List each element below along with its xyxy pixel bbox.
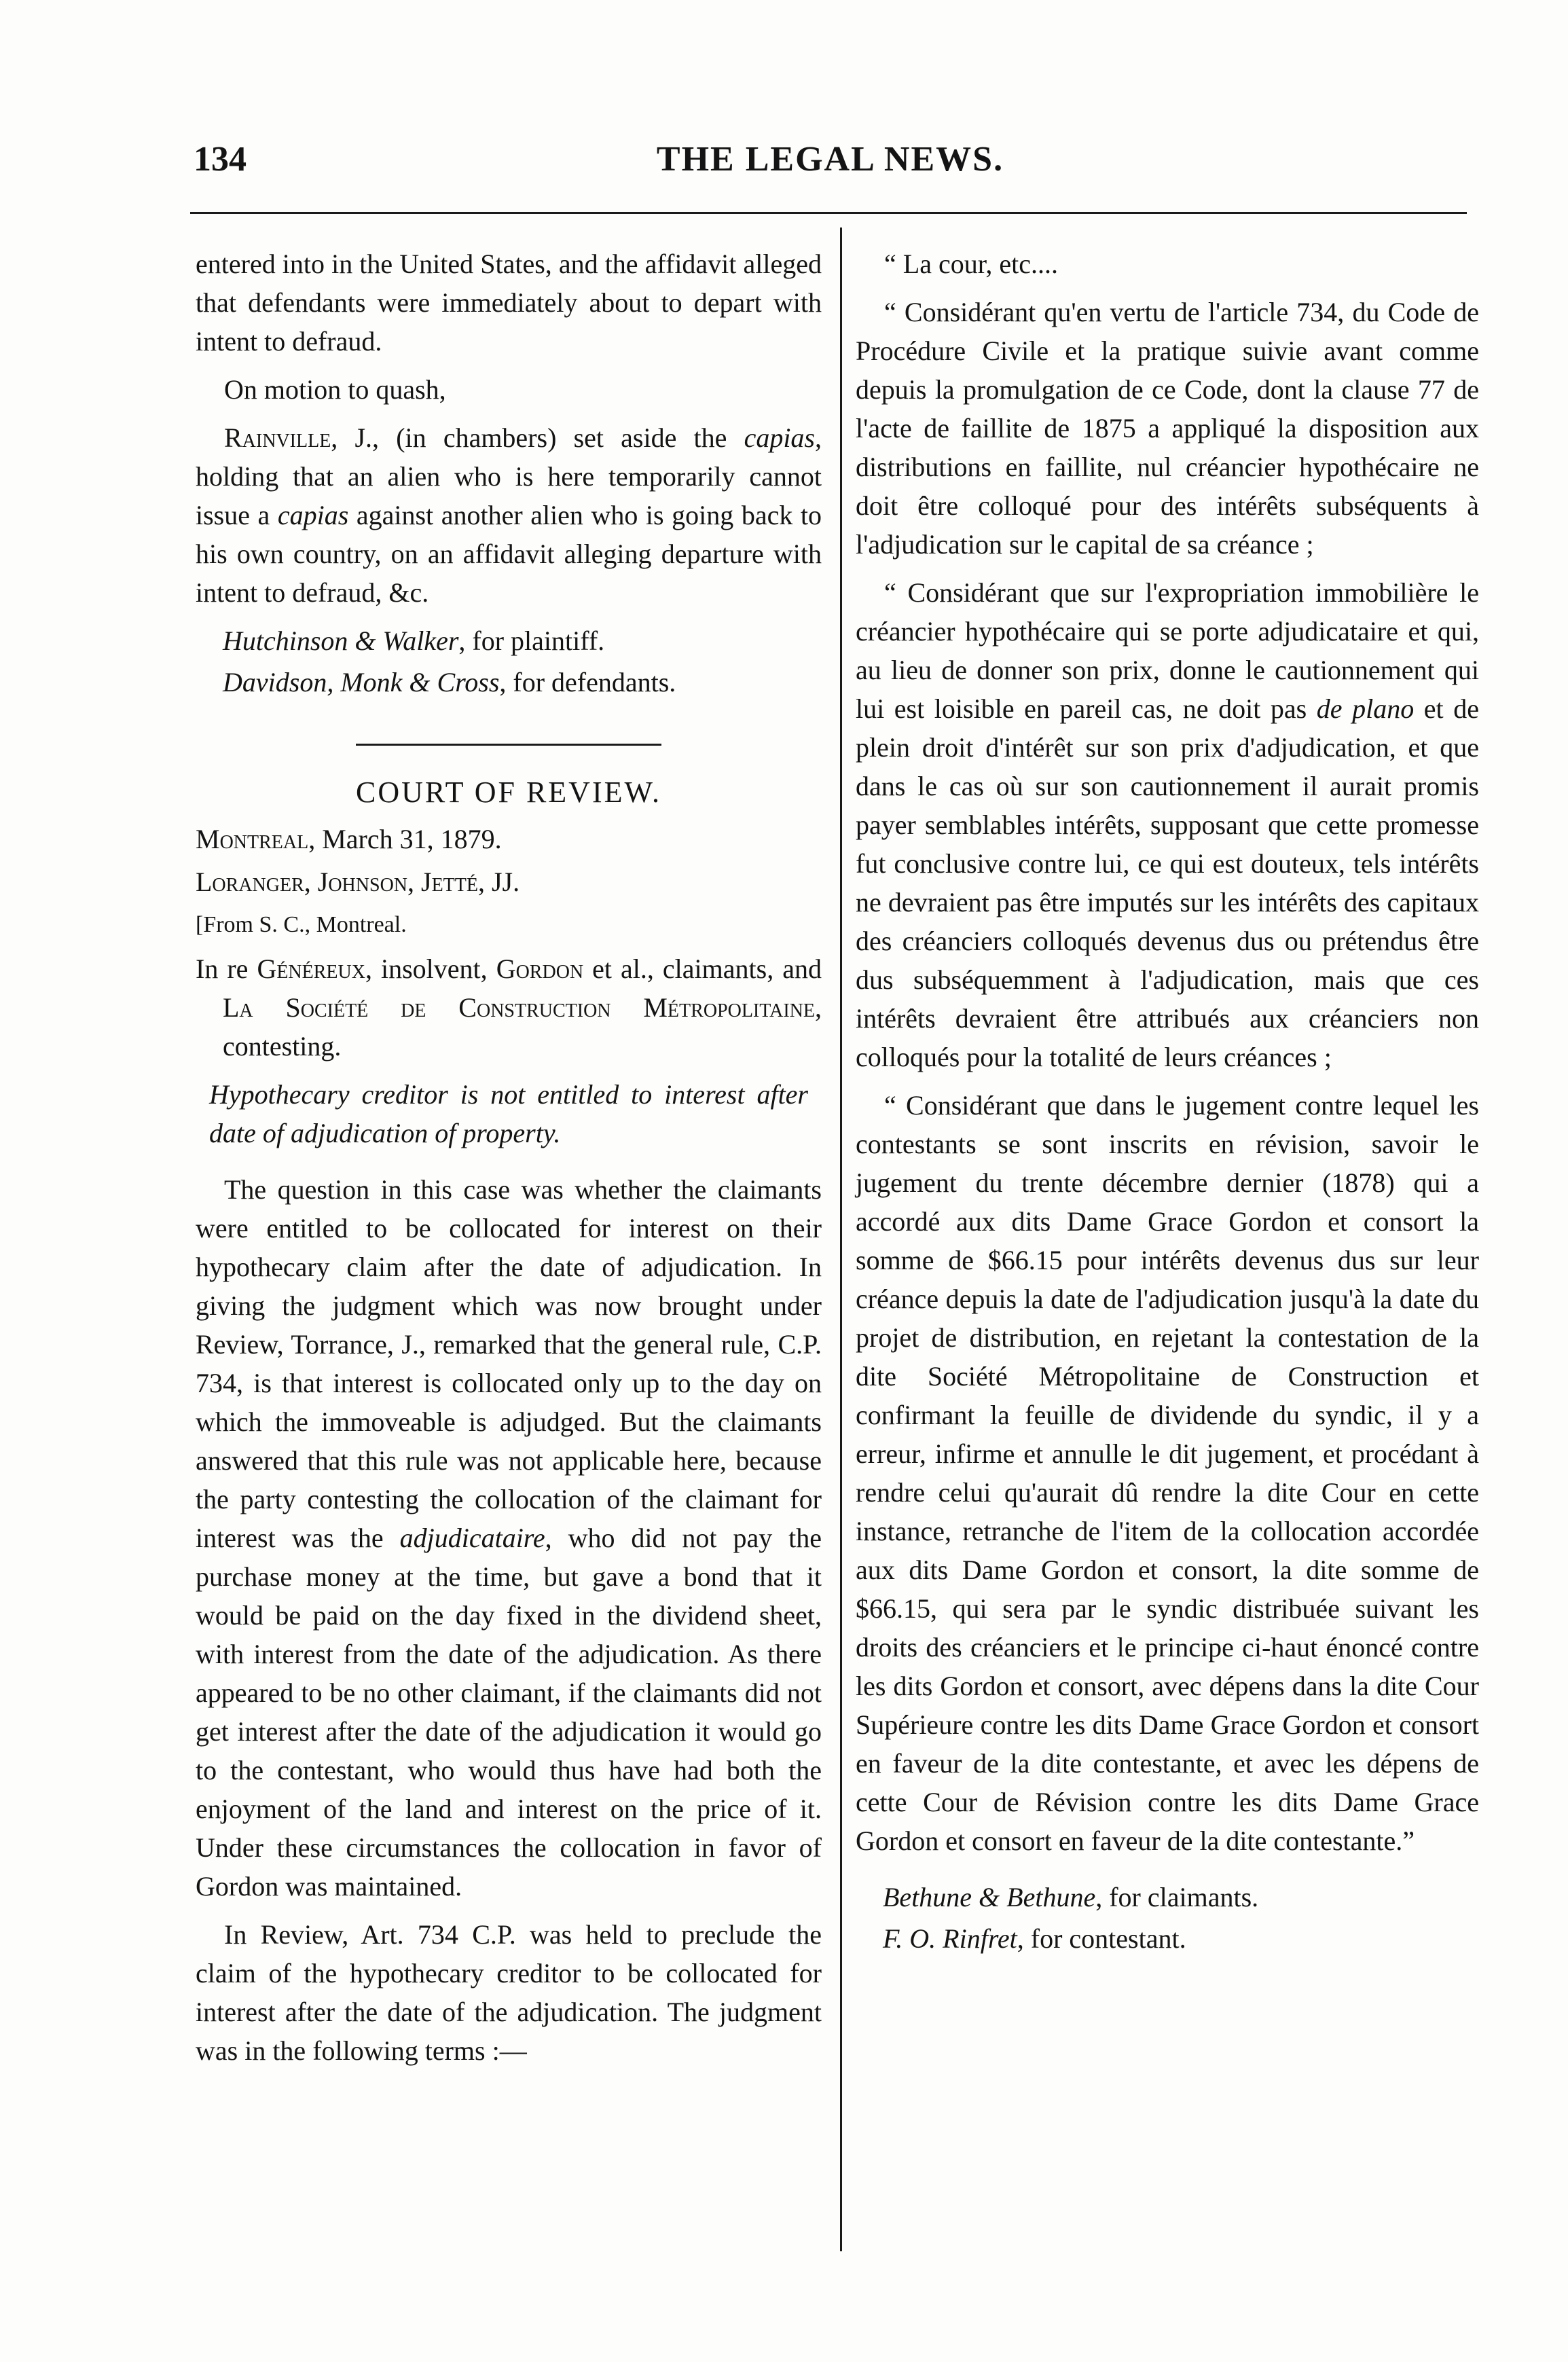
right-column — [856, 244, 1479, 1961]
counsel-role: , for claimants. — [1095, 1882, 1259, 1912]
considerant-3: “ Considérant que dans le jugement contre lequel les contestants se sont inscrits en révision, savoir le jugement du trente décembre dernier (1878) qui a accordé aux dits Dame Grace Gordon et consort la somme de $66.15 pour intérêts devenus dus sur leur créance depuis la date de l'adjudication jusqu'à la date du projet de distribution, en rejetant la contestation de la dite Société Métropolitaine de Construction et confirmant la feuille de dividende du syndic, il y a erreur, infirme et annulle le dit jugement, et procédant à rendre celui qu'aurait dû rendre la dite Cour en cette instance, retranche de l'item de la collocation accordée aux dits Dame Gordon et consort, la dite somme de $66.15, qui sera par le syndic distribuée suivant les droits des créanciers et le principe ci-haut énoncé contre les dits Gordon et consort, avec dépens dans la dite Cour Supérieure contre les dits Dame Grace Gordon et consort en faveur de la dite contestante, et avec les dépens de cette Cour de Révision contre les dits Dame Grace Gordon et consort en faveur de la dite contestante.” — [856, 1090, 1479, 1856]
case-text: et al., claimants, and — [583, 953, 822, 984]
ruling-text-b: , holding that an alien who is here temporarily cannot issue a — [196, 422, 822, 530]
dateline-place: Montreal — [196, 824, 309, 854]
counsel-role: , for defendants. — [499, 667, 676, 697]
judges-line: Loranger, Johnson, Jetté, JJ. — [196, 867, 520, 897]
case-title — [196, 949, 822, 1066]
dateline-date: , March 31, 1879. — [308, 824, 502, 854]
considerant-text: et de plein droit d'intérêt sur son prix d'adjudication, et que dans le cas où sur son cautionnement il aurait promis payer semblables intérêts, supposant que cette promesse fut conclusive contre lui, ce qui est douteux, tels intérêts ne devraient pas être imputés sur les intérêts des capitaux des créanciers colloqués devenus dus ou prétendus être dus subséquemment à l'adjudication, mais que ces intérêts devraient être attribués aux créanciers non colloqués pour la totalité de leurs créances ; — [856, 693, 1480, 1072]
party-name: La Société de Construction Métropolitaine — [223, 992, 815, 1023]
body-text: , who did not pay the purchase money at the time, but gave a bond that it would be paid on the day fixed in the dividend sheet, with interest from the date of the adjudication. As there appeared to be no other claimant, if the claimants did not get interest after the date of the adjudication it would go to the contestant, who would thus have had both the enjoyment of the land and interest on the price of it. Under these circumstances the collocation in favor of Gordon was maintained. — [196, 1523, 822, 1902]
headnote: Hypothecary creditor is not entitled to interest after date of adjudication of property. — [209, 1079, 808, 1148]
counsel-line — [196, 621, 822, 660]
page-header — [194, 139, 1467, 200]
capias-term: capias — [744, 422, 815, 453]
judge-name: Rainville, J. — [224, 422, 373, 453]
dateline — [196, 820, 822, 858]
paragraph-body — [196, 1170, 822, 1906]
ruling-text-a: , (in chambers) set aside the — [372, 422, 744, 453]
counsel-name: Bethune & Bethune — [883, 1882, 1096, 1912]
court-heading: COURT OF REVIEW. — [356, 776, 661, 809]
section-rule — [356, 744, 661, 746]
judgment-opening: “ La cour, etc.... — [884, 249, 1059, 279]
capias-term: capias — [277, 500, 349, 530]
running-title: THE LEGAL NEWS. — [656, 140, 1004, 179]
counsel-name: Hutchinson & Walker — [223, 625, 459, 656]
column-divider — [840, 228, 842, 2251]
de-plano-term: de plano — [1316, 693, 1415, 724]
case-text: , insolvent, — [365, 953, 496, 984]
header-rule — [190, 212, 1467, 214]
counsel-line — [856, 1878, 1479, 1916]
counsel-line — [856, 1919, 1479, 1958]
paragraph-ruling — [196, 418, 822, 612]
party-name: Gordon — [496, 953, 584, 984]
counsel-role: , for contestant. — [1017, 1923, 1186, 1954]
left-column — [196, 244, 822, 2079]
paragraph-motion: On motion to quash, — [224, 374, 446, 405]
considerant-2 — [856, 573, 1479, 1076]
counsel-name: F. O. Rinfret — [883, 1923, 1017, 1954]
case-text: , contesting. — [223, 992, 822, 1061]
paragraph-continuation: entered into in the United States, and the affidavit alleged that defendants were immediately about to depart with intent to defraud. — [196, 249, 822, 357]
considerant-1: “ Considérant qu'en vertu de l'article 734, du Code de Procédure Civile et la pratique suivie avant comme depuis la promulgation de ce Code, dont la clause 77 de l'acte de faillite de 1875 a appliqué la disposition aux distributions en faillite, nul créancier hypothécaire ne doit être colloqué pour des intérêts subséquents à l'adjudication sur le capital de sa créance ; — [856, 297, 1479, 560]
adjudicataire-term: adjudicataire — [399, 1523, 545, 1553]
page-number: 134 — [194, 140, 247, 179]
from-line: [From S. C., Montreal. — [196, 912, 407, 937]
considerant-text: “ Considérant que sur l'expropriation immobilière le créancier hypothécaire qui se porte adjudicataire et qui, au lieu de donner son prix, donne le cautionnement qui lui est loisible en pareil cas, ne doit pas — [856, 577, 1479, 724]
paragraph-review: In Review, Art. 734 C.P. was held to preclude the claim of the hypothecary creditor to be collocated for interest after the date of the adjudication. The judgment was in the following terms :— — [196, 1919, 822, 2066]
party-name: Généreux — [257, 953, 365, 984]
body-text: The question in this case was whether the claimants were entitled to be collocated for interest on their hypothecary claim after the date of adjudication. In giving the judgment which was now brought under Review, Torrance, J., remarked that the general rule, C.P. 734, is that interest is collocated only up to the day on which the immoveable is adjudged. But the claimants answered that this rule was not applicable here, because the party contesting the collocation of the claimant for interest was the — [196, 1174, 822, 1553]
counsel-role: , for plaintiff. — [458, 625, 605, 656]
counsel-name: Davidson, Monk & Cross — [223, 667, 500, 697]
ruling-text-c: against another alien who is going back to his own country, on an affidavit alleging departure with intent to defraud, &c. — [196, 500, 822, 608]
case-text: In re — [196, 953, 257, 984]
counsel-line — [196, 663, 822, 702]
